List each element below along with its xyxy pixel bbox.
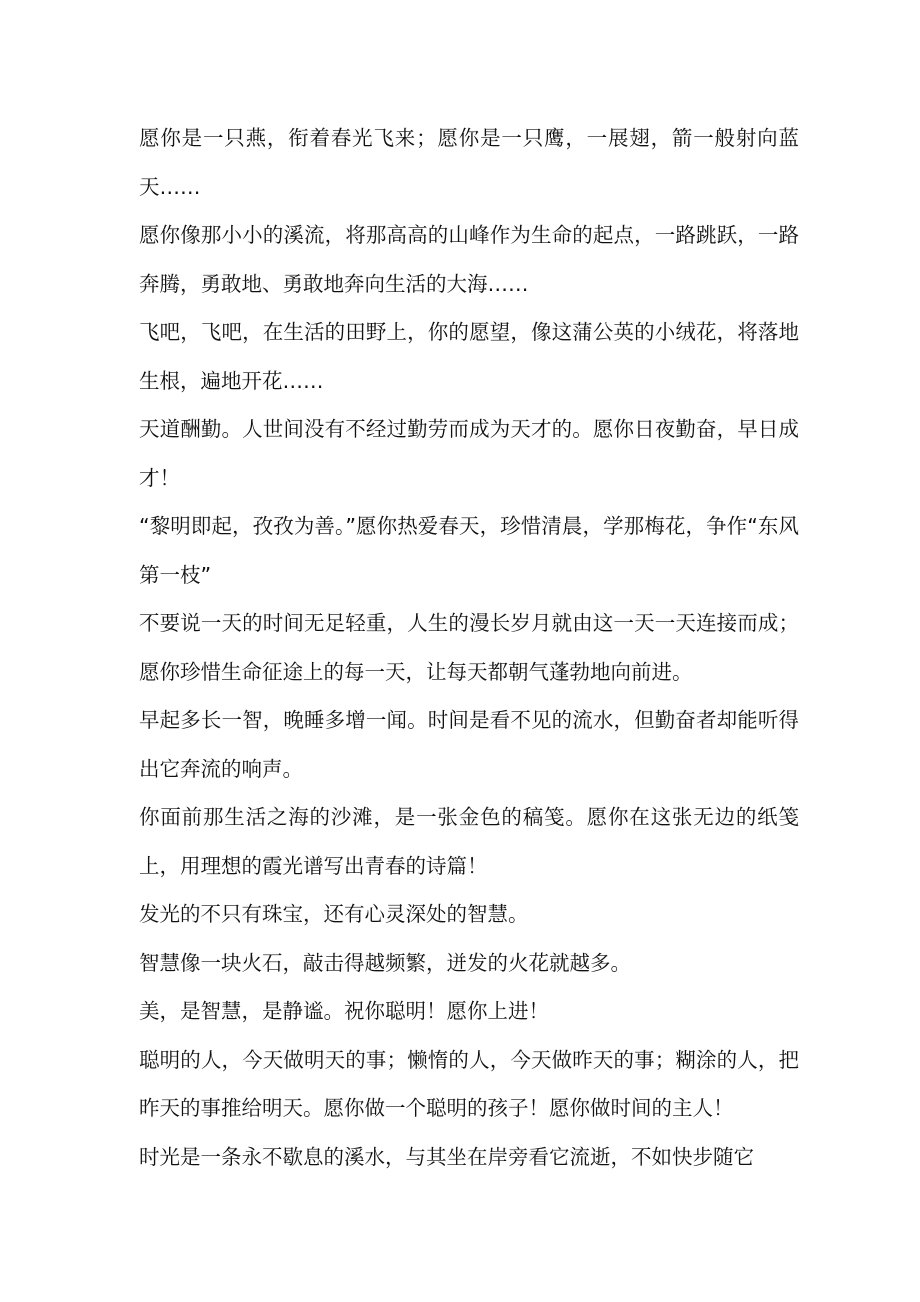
paragraph-7: 早起多长一智，晚睡多增一闻。时间是看不见的流水，但勤奋者却能听得出它奔流的响声。 (139, 708, 799, 781)
paragraph-13: 时光是一条永不歇息的溪水，与其坐在岸旁看它流逝，不如快步随它 (139, 1144, 754, 1169)
paragraph-6: 不要说一天的时间无足轻重，人生的漫长岁月就由这一天一天连接而成；愿你珍惜生命征途上的每一天，让每天都朝气蓬勃地向前进。 (139, 611, 799, 684)
paragraph-11: 美，是智慧，是静谧。祝你聪明！愿你上进！ (139, 999, 549, 1023)
paragraph-4: 天道酬勤。人世间没有不经过勤劳而成为天才的。愿你日夜勤奋，早日成才！ (139, 417, 799, 490)
paragraph-1: 愿你是一只燕，衔着春光飞来；愿你是一只鹰，一展翅，箭一般射向蓝天…… (139, 126, 799, 199)
paragraph-9: 发光的不只有珠宝，还有心灵深处的智慧。 (139, 902, 529, 926)
document-body (139, 114, 799, 1181)
paragraph-2: 愿你像那小小的溪流，将那高高的山峰作为生命的起点，一路跳跃，一路奔腾，勇敢地、勇敢地奔向生活的大海…… (139, 223, 799, 296)
paragraph-12: 聪明的人，今天做明天的事；懒惰的人，今天做昨天的事；糊涂的人，把昨天的事推给明天。愿你做一个聪明的孩子！愿你做时间的主人！ (139, 1047, 799, 1120)
paragraph-5: “黎明即起，孜孜为善。”愿你热爱春天，珍惜清晨，学那梅花，争作“东风第一枝” (139, 514, 799, 587)
paragraph-8: 你面前那生活之海的沙滩，是一张金色的稿笺。愿你在这张无边的纸笺上，用理想的霞光谱写出青春的诗篇！ (139, 805, 799, 878)
paragraph-10: 智慧像一块火石，敲击得越频繁，迸发的火花就越多。 (139, 950, 631, 975)
paragraph-3: 飞吧，飞吧，在生活的田野上，你的愿望，像这蒲公英的小绒花，将落地生根，遍地开花…… (139, 320, 799, 393)
